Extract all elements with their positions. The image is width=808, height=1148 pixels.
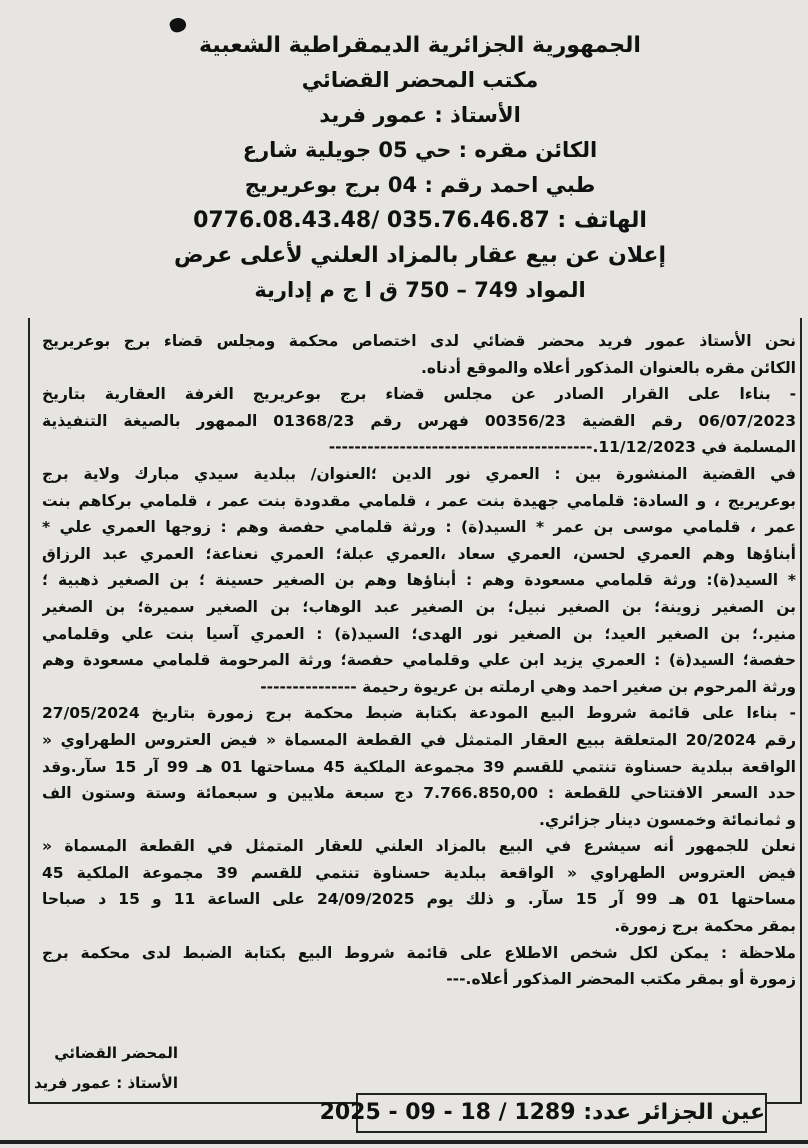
body-line: بوعريريج ، و السادة: قلمامي جهيدة بنت عمر ، قلمامي مقدودة بنت عمر ، قلمامي بركاهم بنت [42, 491, 796, 510]
bailiff-name: الأستاذ : عمور فريد [319, 103, 521, 127]
body-line: حفصة؛ السيد(ة) : العمري يزيد ابن علي وقلمامي حفصة؛ ورثة المرحومة قلمامي مسعودة وهم [42, 651, 796, 670]
body-line: أبناؤها وهم العمري لحسن، العمري سعاد ،العمري عبلة؛ العمري نعناعة؛ العمري عبد الرزاق [42, 544, 796, 563]
notice-header [120, 28, 720, 308]
phone-numbers: الهاتف : 035.76.46.87 /0776.08.43.48 [193, 208, 647, 233]
republic-title: الجمهورية الجزائرية الديمقراطية الشعبية [199, 33, 641, 58]
body-line: منير.؛ بن الصغير العيد؛ بن الصغير نور الهدى؛ السيد(ة) : العمري آسيا بنت علي وقلمامي [42, 624, 796, 643]
address-line-1: الكائن مقره : حي 05 جويلية شارع [242, 138, 598, 162]
body-line: بمقر محكمة برج زمورة. [614, 917, 796, 936]
body-line: مساحتها 01 هـ 99 آر 15 سآر. و ذلك يوم 24/09/2025 على الساعة 11 و 15 د صباحا [42, 890, 796, 909]
address-line-2: طبي احمد رقم : 04 برج بوعريريج [244, 173, 596, 197]
body-line: في القضية المنشورة بين : العمري نور الدين ؛العنوان/ ببلدية سيدي مبارك ولاية برج [42, 464, 796, 483]
body-line: و ثمانمائة وخمسون دينار جزائري. [539, 810, 796, 829]
body-line: نعلن للجمهور أنه سيشرع في البيع بالمزاد العلني للعقار المتمثل في القطعة المسماة « [42, 837, 796, 856]
body-line: عمر ، قلمامي موسى بن عمر * السيد(ة) : ورثة قلمامي حفصة وهم : زوجها العمري علي * [42, 518, 796, 537]
body-line: نحن الأستاذ عمور فريد محضر قضائي لدى اختصاص محكمة ومجلس قضاء برج بوعريريج [42, 332, 796, 350]
body-line: - بناءا على قائمة شروط البيع المودعة بكتابة ضبط محكمة برج زمورة بتاريخ 27/05/2024 [42, 704, 796, 723]
body-line: فيض العتروس الطهراوي « الواقعة ببلدية حسناوة تنتمي للقسم 39 مجموعة الملكية 45 [42, 863, 796, 882]
notice-body [42, 328, 796, 993]
body-line: * السيد(ة): ورثة قلمامي مسعودة وهم : أبناؤها وهم بن الصغير حسينة ؛ بن الصغير ذهبية ؛ [42, 571, 796, 590]
legal-articles: المواد 749 – 750 ق ا ج م إدارية [254, 278, 586, 302]
body-line: المسلمة في 11/12/2023.----------------------------------------- [328, 438, 796, 457]
body-line: رقم 20/2024 المتعلقة ببيع العقار المتمثل في القطعة المسماة « فيض العتروس الطهراوي « [42, 730, 796, 749]
signature-block [34, 1038, 178, 1098]
publication-reference: عين الجزائر عدد: 1289 / 18 - 09 - 2025 [356, 1093, 767, 1133]
body-line: 06/07/2023 رقم القضية 00356/23 فهرس رقم 01368/23 الممهور بالصيغة التنفيذية [42, 411, 796, 430]
body-line: زمورة أو بمقر مكتب المحضر المذكور أعلاه.--- [446, 970, 796, 989]
body-line: ملاحظة : يمكن لكل شخص الاطلاع على قائمة شروط البيع بكتابة الضبط لدى محكمة برج [42, 943, 796, 962]
body-line: الواقعة ببلدية حسناوة تنتمي للقسم 39 مجموعة الملكية 45 مساحتها 01 هـ 99 آر 15 سآر.وقد [42, 757, 796, 776]
body-line: ورثة المرحوم بن صغير احمد وهي ارملته بن عريوة رحيمة --------------- [260, 677, 796, 696]
body-line: بن الصغير زوينة؛ بن الصغير نبيل؛ بن الصغير عبد الوهاب؛ بن الصغير سميرة؛ بن الصغير [42, 597, 796, 616]
body-line: الكائن مقره بالعنوان المذكور أعلاه والموقع أدناه. [421, 358, 796, 377]
page-divider [0, 1140, 808, 1144]
body-line: - بناءا على القرار الصادر عن مجلس قضاء برج بوعريريج الغرفة العقارية بتاريخ [42, 385, 796, 404]
signature-name: الأستاذ : عمور فريد [34, 1074, 178, 1092]
office-name: مكتب المحضر القضائي [301, 68, 539, 92]
notice-title: إعلان عن بيع عقار بالمزاد العلني لأعلى عرض [174, 243, 666, 268]
body-line: حدد السعر الافتتاحي للقطعة : 7.766.850,00 دج سبعة ملايين و سبعمائة وستة وستون الف [42, 784, 796, 803]
signature-title: المحضر القضائي [54, 1044, 178, 1062]
